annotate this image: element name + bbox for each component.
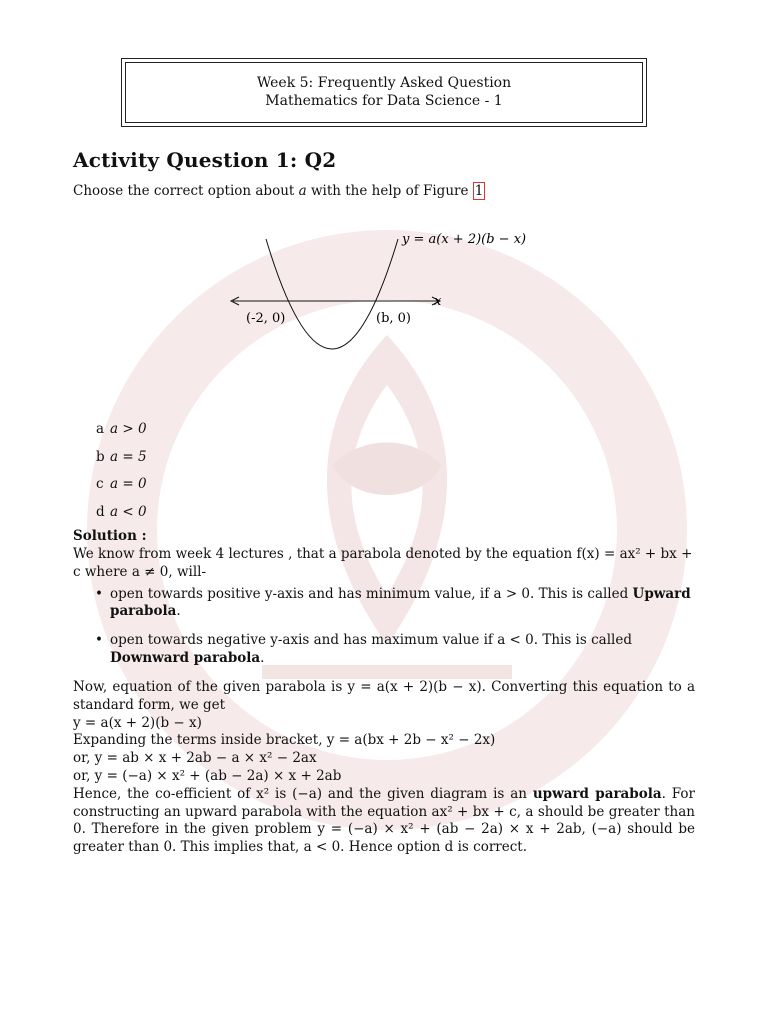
header-box [121, 58, 647, 127]
root-left-label: (-2, 0) [246, 311, 286, 327]
page-title: Activity Question 1: Q2 [73, 148, 337, 172]
options-list [96, 416, 695, 526]
equation-line-1: y = a(x + 2)(b − x) [73, 714, 202, 731]
header-week-title: Week 5: Frequently Asked Question [256, 75, 512, 91]
question-intro: Choose the correct option about a with the help of Figure 1 [73, 183, 484, 200]
bullet-upward: • open towards positive y-axis and has minimum value, if a > 0. This is called Upward parabola. [73, 586, 695, 622]
solution-conclusion: Hence, the co-efficient of x² is (−a) and the given diagram is an upward parabola. For constructing an upward parabola with the equation ax² + bx + c, a should be greater than 0. Therefore in the given problem y = (−a) × x² + (ab − 2a) × x + 2ab, (−a) should be greater than 0. This implies that, a < 0. Hence option d is correct. [73, 785, 696, 856]
equation-line-3: or, y = ab × x + 2ab − a × x² − 2ax [73, 750, 317, 767]
option-c[interactable]: c a = 0 [96, 476, 147, 493]
equation-line-4: or, y = (−a) × x² + (ab − 2a) × x + 2ab [73, 767, 342, 784]
option-b[interactable]: b a = 5 [96, 448, 147, 465]
parabola-graph [73, 207, 695, 402]
option-a[interactable]: a a > 0 [96, 421, 147, 438]
x-axis-label: x [434, 294, 442, 310]
figure-reference-link[interactable]: 1 [474, 183, 484, 200]
bullet-downward: • open towards negative y-axis and has maximum value if a < 0. This is called Downward parabola. [73, 632, 695, 668]
parabola-curve [266, 239, 398, 349]
solution-paragraph-1: We know from week 4 lectures , that a parabola denoted by the equation f(x) = ax² + bx + c where a ≠ 0, will- [73, 546, 693, 580]
header-course-title: Mathematics for Data Science - 1 [265, 92, 503, 109]
document-page [73, 58, 695, 857]
solution-paragraph-2: Now, equation of the given parabola is y = a(x + 2)(b − x). Converting this equation to a standard form, we get [73, 678, 695, 713]
equation-label: y = a(x + 2)(b − x) [402, 232, 527, 248]
solution-heading: Solution : [73, 528, 147, 545]
header-inner [125, 62, 643, 123]
parabola-figure [73, 207, 695, 402]
option-d[interactable]: d a < 0 [96, 503, 147, 520]
equation-line-2: Expanding the terms inside bracket, y = a(bx + 2b − x² − 2x) [73, 732, 496, 749]
parabola-direction-list [73, 586, 695, 668]
root-right-label: (b, 0) [376, 311, 412, 327]
